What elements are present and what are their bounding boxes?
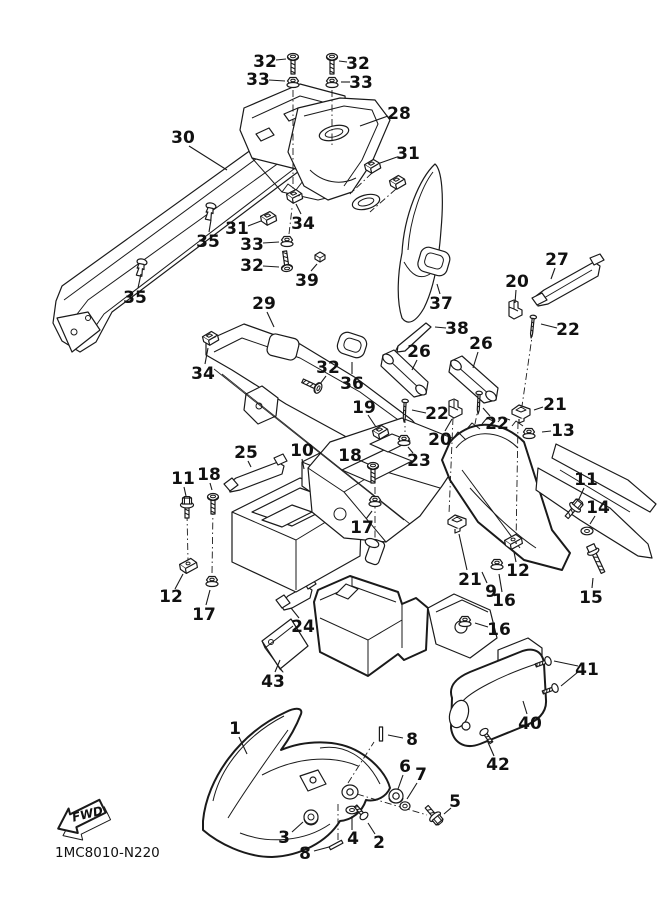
part-stay-26b: [449, 356, 498, 403]
fastener-pin-glyph: [379, 727, 382, 741]
callout-label-26: 26: [469, 334, 493, 354]
callout-leader: [412, 410, 426, 413]
axis-line: [187, 514, 188, 560]
callout-leader: [248, 221, 261, 226]
fwd-arrow: [54, 798, 114, 845]
axis-line: [212, 508, 213, 574]
callout-label-28: 28: [387, 104, 411, 124]
callout-label-12: 12: [506, 561, 530, 581]
callout-label-23: 23: [407, 451, 431, 471]
callout-leader: [263, 266, 279, 267]
fastener-clipsq-glyph: [260, 211, 277, 226]
callout-label-38: 38: [445, 319, 469, 339]
callout-leader: [296, 204, 301, 214]
fastener-plate-glyph: [179, 558, 198, 575]
callout-leader: [267, 312, 274, 327]
fastener-boltL-glyph: [585, 543, 609, 575]
callout-label-17: 17: [192, 605, 216, 625]
callout-leader: [459, 534, 467, 570]
fastener-washer-glyph: [581, 527, 593, 535]
axis-line: [522, 330, 533, 406]
callout-label-18: 18: [197, 465, 221, 485]
callout-label-12: 12: [159, 587, 183, 607]
callout-leader: [206, 590, 210, 605]
callout-label-33: 33: [240, 235, 264, 255]
callout-label-19: 19: [352, 398, 376, 418]
fastener-nut-glyph: [326, 78, 338, 88]
callout-leader: [534, 407, 543, 410]
callout-label-2: 2: [373, 833, 385, 853]
callout-label-18: 18: [338, 446, 362, 466]
callout-leader: [499, 574, 502, 592]
callout-label-26: 26: [407, 342, 431, 362]
part-storage-box: [314, 576, 428, 676]
fastener-button-glyph: [304, 810, 318, 825]
callout-leader: [380, 157, 397, 163]
callout-leader: [437, 284, 440, 294]
fastener-clipsq-glyph: [389, 174, 407, 190]
callout-leader: [592, 578, 593, 588]
fastener-clipsq-glyph: [286, 189, 303, 204]
callout-label-36: 36: [340, 374, 364, 394]
fastener-screw-glyph: [288, 54, 299, 75]
fastener-latch-glyph: [512, 405, 530, 423]
callout-leader: [541, 324, 557, 328]
callout-label-32: 32: [240, 256, 264, 276]
callout-label-15: 15: [579, 588, 603, 608]
callout-label-22: 22: [425, 404, 449, 424]
fastener-screw-glyph: [327, 54, 338, 75]
fastener-grommet-glyph: [389, 789, 403, 803]
callout-label-22: 22: [485, 414, 509, 434]
callout-leader: [542, 431, 551, 432]
callout-label-42: 42: [486, 755, 510, 775]
callout-label-39: 39: [295, 271, 319, 291]
callout-label-17: 17: [350, 518, 374, 538]
part-code: 1MC8010-N220: [55, 845, 160, 861]
callout-label-35: 35: [123, 288, 147, 308]
callout-label-21: 21: [458, 570, 482, 590]
callout-leader: [473, 352, 478, 368]
callout-leader: [314, 847, 329, 851]
callout-leader: [407, 783, 417, 799]
callout-leader: [263, 242, 279, 243]
callout-label-5: 5: [449, 792, 461, 812]
callout-label-6: 6: [399, 757, 411, 777]
callout-leader: [276, 59, 286, 60]
fastener-clip20-glyph: [449, 399, 462, 418]
callout-label-37: 37: [429, 294, 453, 314]
callout-leader: [269, 80, 285, 81]
fastener-nut-glyph: [281, 237, 293, 247]
callout-label-8: 8: [299, 844, 311, 864]
fastener-nut-glyph: [491, 560, 503, 570]
callout-label-24: 24: [291, 617, 315, 637]
fwd-label: FWD: [70, 803, 105, 825]
fastener-cube-glyph: [315, 252, 325, 262]
fastener-collar-glyph: [400, 802, 410, 810]
part-seal-36: [335, 330, 368, 360]
fastener-screw-glyph: [208, 494, 219, 515]
fastener-nut-glyph: [523, 429, 535, 439]
fastener-nut-glyph: [459, 617, 471, 627]
fastener-bolt-glyph: [181, 497, 194, 519]
callout-label-22: 22: [556, 320, 580, 340]
fastener-latch-glyph: [448, 515, 466, 533]
fastener-nut-glyph: [206, 577, 218, 587]
fastener-pin-glyph: [329, 840, 343, 849]
callout-label-8: 8: [406, 730, 418, 750]
callout-label-11: 11: [574, 470, 598, 490]
callout-label-20: 20: [428, 430, 452, 450]
callout-label-14: 14: [586, 498, 610, 518]
fastener-needle-glyph: [528, 315, 537, 338]
callout-label-11: 11: [171, 469, 195, 489]
callout-label-16: 16: [492, 591, 516, 611]
fastener-bolt-glyph: [422, 803, 446, 828]
callout-label-7: 7: [415, 765, 427, 785]
callout-label-32: 32: [316, 358, 340, 378]
callout-label-31: 31: [225, 219, 249, 239]
callout-label-35: 35: [196, 232, 220, 252]
fastener-screw-glyph: [279, 250, 293, 272]
callout-label-34: 34: [191, 364, 215, 384]
callout-label-27: 27: [545, 250, 569, 270]
callout-label-20: 20: [505, 272, 529, 292]
callout-label-41: 41: [575, 660, 599, 680]
callout-leader: [189, 146, 227, 170]
fastener-nut-glyph: [287, 78, 299, 88]
callout-label-33: 33: [349, 73, 373, 93]
part-tail-cover-28: [288, 98, 390, 212]
callout-label-40: 40: [518, 714, 542, 734]
callout-label-25: 25: [234, 443, 258, 463]
callout-label-34: 34: [291, 214, 315, 234]
callout-label-43: 43: [261, 672, 285, 692]
callout-label-16: 16: [487, 620, 511, 640]
callout-label-32: 32: [253, 52, 277, 72]
callout-label-31: 31: [396, 144, 420, 164]
callout-label-30: 30: [171, 128, 195, 148]
callout-label-21: 21: [543, 395, 567, 415]
callout-label-4: 4: [347, 829, 359, 849]
callout-label-1: 1: [229, 719, 241, 739]
callout-leader: [388, 735, 403, 738]
callout-label-3: 3: [278, 828, 290, 848]
callout-label-10: 10: [290, 441, 314, 461]
callout-label-33: 33: [246, 70, 270, 90]
callout-label-13: 13: [551, 421, 575, 441]
callout-leader: [398, 775, 403, 789]
callout-label-29: 29: [252, 294, 276, 314]
fastener-nut-glyph: [398, 436, 410, 446]
callout-label-32: 32: [346, 54, 370, 74]
callout-label-9: 9: [485, 582, 497, 602]
fastener-nut-glyph: [369, 497, 381, 507]
callout-leader: [311, 264, 317, 271]
